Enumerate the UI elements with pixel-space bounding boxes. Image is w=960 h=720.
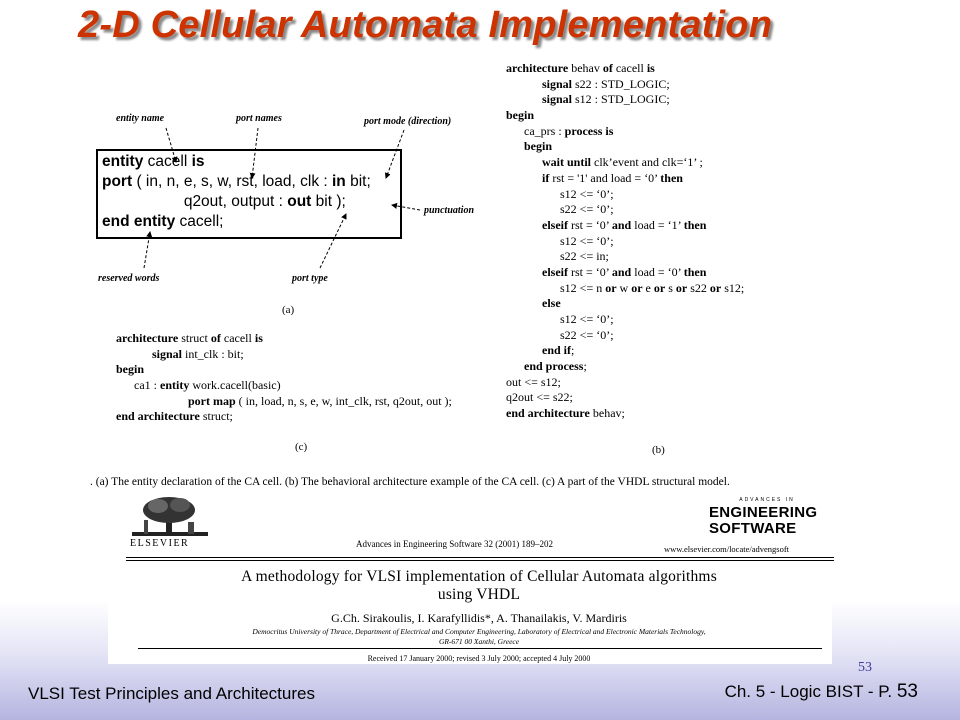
paper-affiliation-line1: Democritus University of Thrace, Department of Electrical and Computer Engineering, Laboratory of Electrical and Electronic Materials Technology, xyxy=(252,627,706,636)
paper-authors: G.Ch. Sirakoulis, I. Karafyllidis*, A. Thanailakis, V. Mardiris xyxy=(331,611,627,625)
annotation-port-type: port type xyxy=(292,273,328,284)
code-line: elseif rst = ‘0’ and load = ‘0’ then xyxy=(542,264,707,279)
journal-url: www.elsevier.com/locate/advengsoft xyxy=(664,544,790,554)
code-line: q2out <= s22; xyxy=(506,390,573,405)
structural-architecture-code xyxy=(116,331,452,425)
code-line: end architecture behav; xyxy=(506,406,625,421)
figure-c-label: (c) xyxy=(295,441,308,453)
code-line: architecture behav of cacell is xyxy=(506,61,655,75)
slide-number: 53 xyxy=(858,660,872,675)
code-line: ca_prs : process is xyxy=(506,123,614,138)
publisher-name: ELSEVIER xyxy=(130,538,190,549)
code-line: begin xyxy=(506,108,535,123)
footer-chapter-page xyxy=(725,681,918,703)
footer-chapter-label: Ch. 5 - Logic BIST - P. xyxy=(724,682,897,701)
figure-a-label: (a) xyxy=(282,304,295,316)
code-line: signal s12 : STD_LOGIC; xyxy=(542,92,670,107)
code-line: s12 <= ‘0’; xyxy=(506,186,614,201)
figure-caption: . (a) The entity declaration of the CA cell. (b) The behavioral architecture example of the CA cell. (c) A part of the VHDL structural model. xyxy=(90,476,730,488)
paper-rule-bottom xyxy=(138,648,822,649)
footer-page-number: 53 xyxy=(896,681,918,702)
slide-title: 2-D Cellular Automata Implementation xyxy=(78,4,773,46)
code-line: s22 <= in; xyxy=(506,249,609,264)
code-line: entity cacell is xyxy=(102,153,205,170)
code-line: s12 <= ‘0’; xyxy=(506,233,614,248)
paper-rule-top xyxy=(126,557,834,558)
code-line: s22 <= ‘0’; xyxy=(506,202,614,217)
code-line: end process; xyxy=(524,359,587,374)
code-line: s22 <= ‘0’; xyxy=(506,327,614,342)
entity-declaration-code xyxy=(102,152,371,232)
elsevier-tree-logo xyxy=(130,496,210,538)
behavioral-architecture-code xyxy=(506,61,744,422)
annotation-port-names: port names xyxy=(236,113,282,124)
code-line: begin xyxy=(116,362,145,377)
journal-logo-top: ADVANCES IN xyxy=(739,497,795,503)
code-line: q2out, output : out bit ); xyxy=(102,193,346,210)
annotation-reserved-words: reserved words xyxy=(98,273,160,284)
code-line: end architecture struct; xyxy=(116,409,233,424)
code-line: signal int_clk : bit; xyxy=(152,346,244,361)
annotation-punctuation: punctuation xyxy=(424,205,475,216)
code-line: else xyxy=(542,296,561,311)
code-line: end entity cacell; xyxy=(102,213,224,230)
code-line: port ( in, n, e, s, w, rst, load, clk : in bit; xyxy=(102,173,371,190)
annotation-port-mode: port mode (direction) xyxy=(364,116,452,127)
journal-logo-line2: SOFTWARE xyxy=(709,520,797,537)
code-line: elseif rst = ‘0’ and load = ‘1’ then xyxy=(542,217,707,232)
code-line: s12 <= ‘0’; xyxy=(506,312,614,326)
code-line: signal s22 : STD_LOGIC; xyxy=(542,76,670,91)
code-line: end if; xyxy=(542,343,575,358)
code-line: s12 <= n or w or e or s or s22 or s12; xyxy=(506,280,745,295)
code-line: out <= s12; xyxy=(506,374,561,389)
annotation-entity-name: entity name xyxy=(116,113,165,124)
paper-affiliation-line2: GR-671 00 Xanthi, Greece xyxy=(438,637,520,646)
code-line: if rst = '1' and load = ‘0’ then xyxy=(542,170,683,185)
journal-logo-line1: ENGINEERING xyxy=(709,504,818,521)
footer-course-title: VLSI Test Principles and Architectures xyxy=(28,684,315,703)
code-line: ca1 : entity work.cacell(basic) xyxy=(116,378,281,393)
code-line: port map ( in, load, n, s, e, w, int_clk, rst, q2out, out ); xyxy=(188,393,452,408)
journal-citation: Advances in Engineering Software 32 (2001) 189–202 xyxy=(356,539,553,549)
paper-rule-top-2 xyxy=(126,560,834,561)
code-line: wait until clk’event and clk=‘1’ ; xyxy=(542,155,703,170)
figure-b-label: (b) xyxy=(652,444,665,456)
paper-received-dates: Received 17 January 2000; revised 3 July 2000; accepted 4 July 2000 xyxy=(367,654,591,663)
paper-title-line2: using VHDL xyxy=(437,586,521,603)
code-line: architecture struct of cacell is xyxy=(116,331,263,345)
code-line: begin xyxy=(524,139,553,154)
paper-title-line1: A methodology for VLSI implementation of Cellular Automata algorithms xyxy=(241,568,717,585)
journal-logo xyxy=(707,497,827,541)
